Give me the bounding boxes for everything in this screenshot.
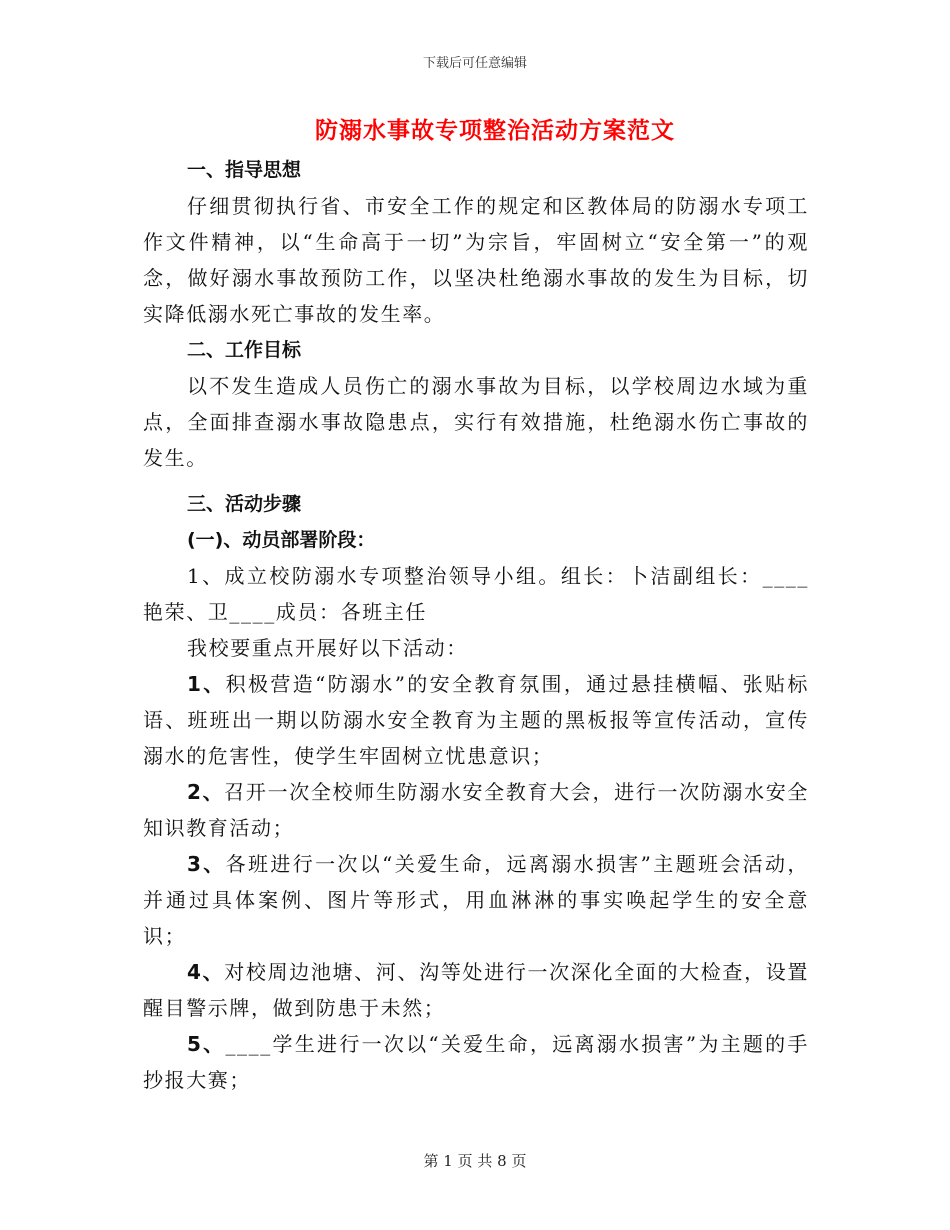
list-item-text: 召开一次全校师生防溺水安全教育大会，进行一次防溺水安全知识教育活动； [143,780,810,840]
section-heading-guiding-ideology: 一、指导思想 [187,159,302,181]
list-item [143,1026,809,1098]
list-item-number: 3、 [187,852,226,876]
list-item-text: 对校周边池塘、河、沟等处进行一次深化全面的大检查，设置醒目警示牌，做到防患于未然； [143,960,810,1020]
list-item-text: 积极营造“防溺水”的安全教育氛围，通过悬挂横幅、张贴标语、班班出一期以防溺水安全教育为主题的黑板报等宣传活动，宣传溺水的危害性，使学生牢固树立忧患意识； [143,672,809,768]
list-item-number: 4、 [187,960,225,984]
section-spacer [143,476,809,486]
list-item [143,846,809,954]
header-note: 下载后可任意编辑 [422,56,527,71]
list-item [143,774,809,846]
paragraph-leading-group: 1、成立校防溺水专项整治领导小组。组长：卜洁副组长：____艳荣、卫____成员：各班主任 [143,564,809,624]
list-item-text: 各班进行一次以“关爱生命，远离溺水损害”主题班会活动，并通过具体案例、图片等形式，用血淋淋的事实唤起学生的安全意识； [143,852,809,948]
section-heading-activity-steps: 三、活动步骤 [187,493,302,515]
list-item-text: ____学生进行一次以“关爱生命，远离溺水损害”为主题的手抄报大赛； [143,1032,809,1092]
page-number-footer: 第 1 页 共 8 页 [423,1152,527,1170]
list-item-number: 2、 [187,780,225,804]
document-body [143,152,809,1098]
paragraph-work-goal: 以不发生造成人员伤亡的溺水事故为目标，以学校周边水域为重点，全面排查溺水事故隐患点，实行有效措施，杜绝溺水伤亡事故的发生。 [143,374,809,470]
document-title: 防溺水事故专项整治活动方案范文 [315,117,675,144]
list-item [143,666,809,774]
list-item-number: 5、 [187,1032,226,1056]
paragraph-guiding-ideology: 仔细贯彻执行省、市安全工作的规定和区教体局的防溺水专项工作文件精神，以“生命高于一切”为宗旨，牢固树立“安全第一”的观念，做好溺水事故预防工作，以坚决杜绝溺水事故的发生为目标，切实降低溺水死亡事故的发生率。 [143,194,809,326]
paragraph-activities-intro: 我校要重点开展好以下活动： [187,636,468,660]
list-item [143,954,809,1026]
subheading-mobilization-stage: (一)、动员部署阶段： [187,529,376,551]
list-item-number: 1、 [187,672,226,696]
section-heading-work-goal: 二、工作目标 [187,339,302,361]
